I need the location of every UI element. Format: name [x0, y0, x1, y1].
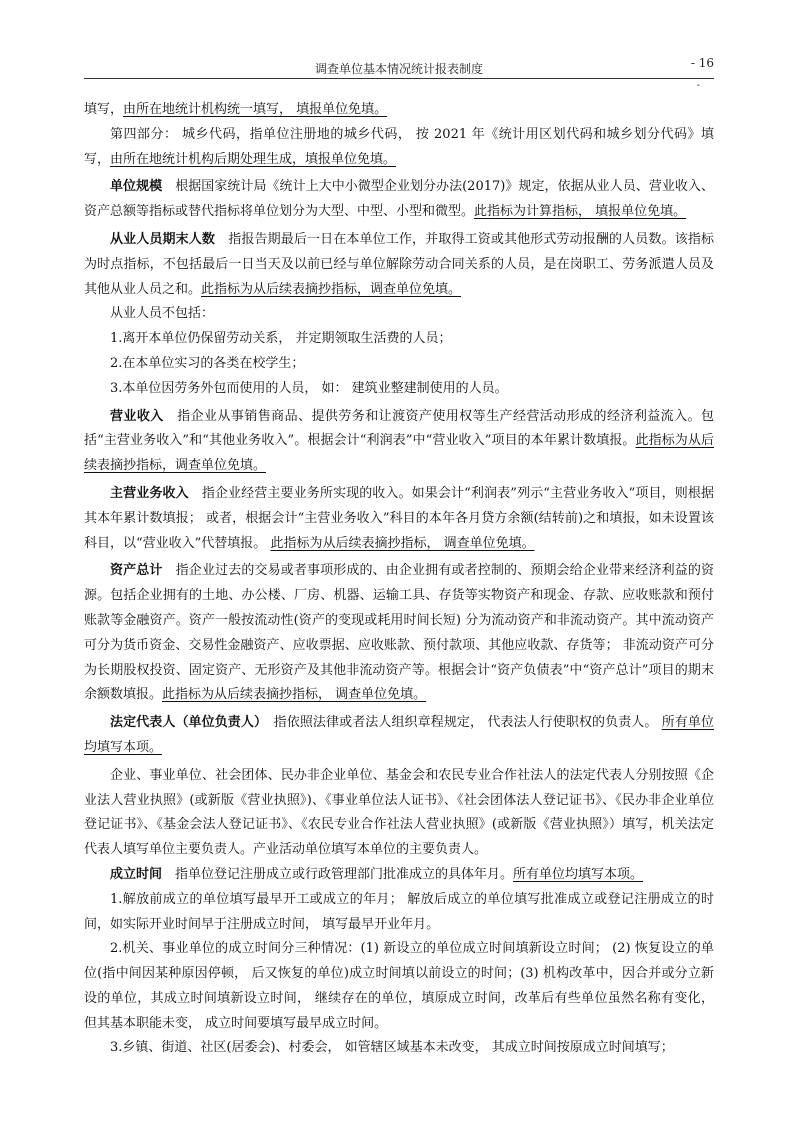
list-item: 1.离开本单位仍保留劳动关系， 并定期领取生活费的人员；	[110, 331, 452, 347]
page-header	[84, 56, 714, 91]
text: 指企业从事销售商品、提供劳务和让渡资产使用权等生产经营活动形成的经济利益流入。包括“主营业务收入”和“其他业务收入”。根据会计“利润表”中“营业收入”项目的本年累计数填报。	[84, 408, 714, 449]
text: 指报告期最后一日在本单位工作，并取得工资或其他形式劳动报酬的人员数。该指标为时点指标，不包括最后一日当天及以前已经与单位解除劳动合同关系的人员，是在岗职工、劳务派遣人员及其他从业人员之和。	[84, 231, 714, 297]
term-heading: 成立时间	[110, 866, 163, 882]
underlined-note: 此指标为从后续表摘抄指标， 调查单位免填。	[270, 535, 535, 551]
list-item: 2.机关、事业单位的成立时间分三种情况：(1) 新设立的单位成立时间填新设立时间； (2) 恢复设立的单位(指中间因某种原因停顿， 后又恢复的单位)成立时间填以前设立的时间；(3) 机构改革中，因合并或分立新设的单位，其成立时间填新设立时间， 继续存在的单位，填原成立时间，改革后有些单位虽然名称有变化， 但其基本职能未变， 成立时间要填写最早成立时间。	[84, 941, 714, 1031]
underlined-note: 此指标为从后续表摘抄指标，调查单位免填。	[84, 433, 714, 474]
underlined-note: 此指标为从后续表摘抄指标，调查单位免填。	[201, 281, 462, 297]
list-item: 1.解放前成立的单位填写最早开工或成立的年月； 解放后成立的单位填写批准成立或登记注册成立的时间，如实际开业时间早于注册成立时间， 填写最早开业年月。	[84, 891, 714, 932]
paragraph-part-four	[84, 123, 714, 173]
paragraph-operating-revenue	[84, 405, 714, 479]
underlined-note: 由所在地统计机构后期处理生成，填报单位免填。	[110, 151, 397, 167]
underlined-note: 所有单位均填写本项。	[84, 715, 714, 755]
text: 指单位登记注册成立或行政管理部门批准成立的具体年月。	[162, 866, 514, 882]
paragraph-employees	[84, 228, 714, 302]
underlined-note: 由所在地统计机构统一填写， 填报单位免填。	[123, 102, 388, 117]
paragraph-establishment-time	[84, 863, 714, 888]
document-body	[84, 98, 714, 1061]
underlined-note: 此指标为从后续表摘抄指标， 调查单位免填。	[162, 687, 427, 703]
paragraph-unit-scale	[84, 175, 714, 225]
term-heading: 法定代表人（单位负责人）	[110, 715, 261, 731]
term-heading: 从业人员期末人数	[110, 231, 216, 247]
underlined-note: 此指标为计算指标， 填报单位免填。	[474, 204, 687, 220]
text: 根据国家统计局《统计上大中小微型企业划分办法(2017)》规定，依据从业人员、营业收入、资产总额等指标或替代指标将单位划分为大型、中型、小型和微型。	[84, 179, 714, 220]
paragraph-total-assets	[84, 559, 714, 708]
header-divider	[84, 78, 714, 79]
term-heading: 营业收入	[110, 408, 164, 424]
text: 指企业经营主要业务所实现的收入。如果会计“利润表”列示“主营业务收入”项目，则根据其本年累计数填报； 或者，根据会计“主营业务收入”科目的本年各月贷方余额(结转前)之和填报，如未设置该科目，以“营业收入”代替填报。	[84, 485, 714, 551]
page-number-dash: -	[696, 80, 700, 91]
paragraph-main-business-revenue	[84, 482, 714, 556]
page-number: - 16	[690, 56, 714, 70]
text: 填写，	[84, 102, 124, 117]
text: 指企业过去的交易或者事项形成的、由企业拥有或者控制的、预期会给企业带来经济利益的资源。包括企业拥有的土地、办公楼、厂房、机器、运输工具、存货等实物资产和现金、存款、应收账款和预付账款等金融资产。资产一般按流动性(资产的变现或耗用时间长短) 分为流动资产和非流动资产。其中流动资产可分为货币资金、交易性金融资产、应收票据、应收账款、预付款项、其他应收款、存货等； 非流动资产可分为长期股权投资、固定资产、无形资产及其他非流动资产等。根据会计“资产负债表”中“资产总计”项目的期末余额数填报。	[84, 563, 714, 703]
text: 指依照法律或者法人组织章程规定， 代表法人行使职权的负责人。	[260, 715, 662, 731]
underlined-note: 所有单位均填写本项。	[513, 866, 644, 882]
paragraph-excludes: 从业人员不包括：	[110, 306, 215, 322]
list-item: 3.本单位因劳务外包而使用的人员， 如： 建筑业整建制使用的人员。	[110, 380, 508, 396]
term-heading: 主营业务收入	[110, 485, 189, 501]
header-title: 调查单位基本情况统计报表制度	[314, 62, 483, 76]
text: 第四部分： 城乡代码，指单位注册地的城乡代码， 按 2021 年《统计用区划代码和城乡划分代码》填写，	[84, 126, 714, 167]
paragraph-legal-representative	[84, 711, 714, 761]
list-item: 2.在本单位实习的各类在校学生；	[110, 355, 305, 371]
term-heading: 资产总计	[110, 563, 163, 579]
paragraph-continuation	[84, 98, 714, 123]
list-item: 3.乡镇、街道、社区(居委会)、村委会， 如管辖区域基本未改变， 其成立时间按原成立时间填写；	[110, 1040, 674, 1056]
term-heading: 单位规模	[110, 179, 163, 195]
paragraph-legal-rep-details: 企业、事业单位、社会团体、民办非企业单位、基金会和农民专业合作社法人的法定代表人分别按照《企业法人营业执照》(或新版《营业执照》)、《事业单位法人证书》、《社会团体法人登记证书》、《民办非企业单位登记证书》、《基金会法人登记证书》、《农民专业合作社法人营业执照》(或新版《营业执照》）填写，机关法定代表人填写单位主要负责人。产业活动单位填写本单位的主要负责人。	[84, 767, 714, 858]
